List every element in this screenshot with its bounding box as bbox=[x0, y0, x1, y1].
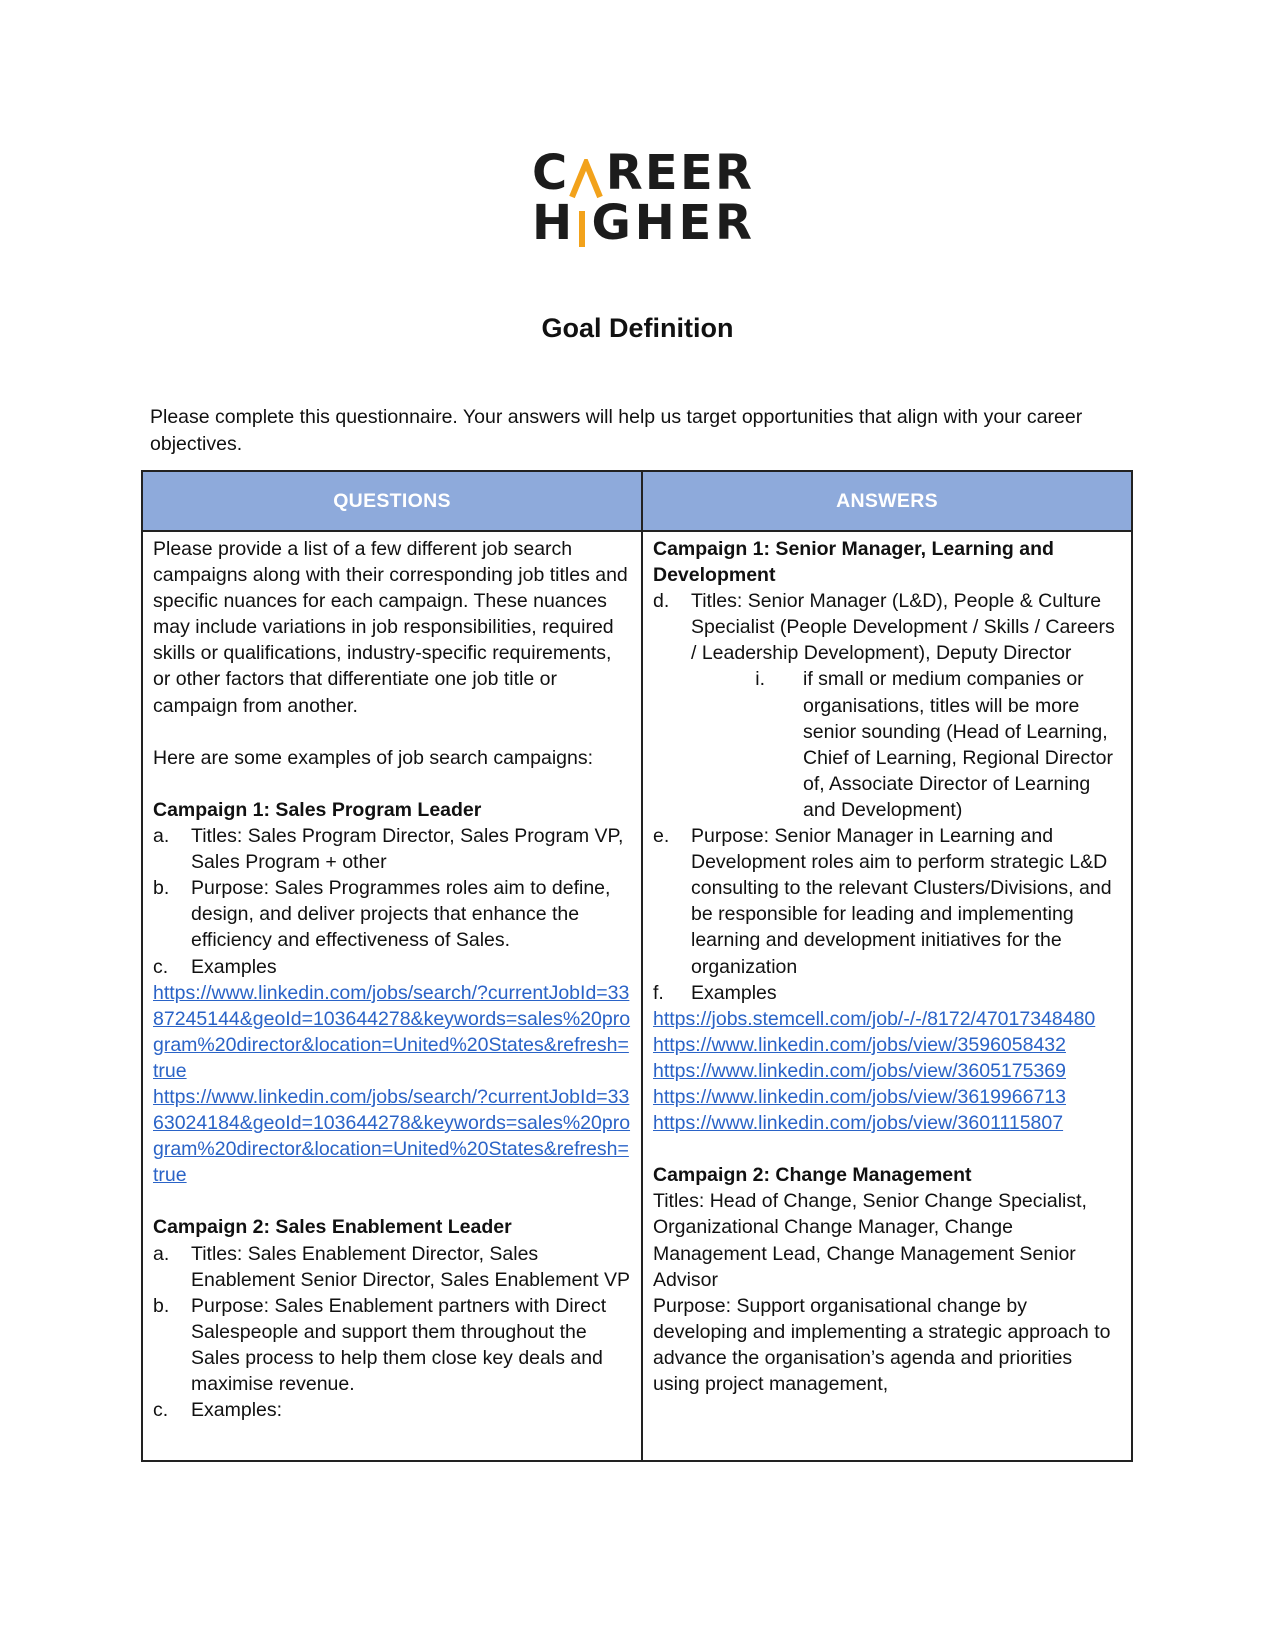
logo-caret-a-icon bbox=[569, 158, 603, 198]
logo-line-career bbox=[532, 145, 752, 201]
logo-letter: E bbox=[678, 195, 712, 251]
logo-letter: H bbox=[532, 195, 573, 251]
logo-letter: H bbox=[634, 195, 675, 251]
example-link[interactable]: https://www.linkedin.com/jobs/view/3596058432 bbox=[653, 1033, 1066, 1056]
logo-letter: C bbox=[532, 145, 568, 201]
page-title: Goal Definition bbox=[541, 313, 734, 343]
list-item: b. Purpose: Sales Programmes roles aim to define, design, and deliver projects that enhance the efficiency and effectiveness of Sales. bbox=[153, 877, 611, 952]
questions-header: QUESTIONS bbox=[142, 471, 642, 531]
campaign-titles: Titles: Head of Change, Senior Change Specialist, Organizational Change Manager, Change Management Lead, Change Management Senior Advisor bbox=[653, 1190, 1087, 1291]
question-cell bbox=[142, 531, 642, 1461]
logo-letter: E bbox=[679, 145, 713, 201]
logo-letter: R bbox=[714, 145, 752, 201]
example-link[interactable]: https://jobs.stemcell.com/job/-/-/8172/47017348480 bbox=[653, 1007, 1096, 1030]
answers-header: ANSWERS bbox=[642, 471, 1132, 531]
list-item: c. Examples: bbox=[153, 1399, 283, 1422]
campaign-heading: Campaign 1: Senior Manager, Learning and Development bbox=[653, 538, 1054, 587]
logo-bar-i-icon bbox=[576, 208, 588, 248]
campaign-purpose: Purpose: Support organisational change by developing and implementing a strategic approach to advance the organisation’s agenda and priorities using project management, bbox=[653, 1294, 1111, 1395]
logo-letter: R bbox=[714, 195, 752, 251]
campaign-heading: Campaign 2: Sales Enablement Leader bbox=[153, 1216, 512, 1239]
career-higher-logo bbox=[532, 145, 752, 251]
list-item: a. Titles: Sales Program Director, Sales Program VP, Sales Program + other bbox=[153, 825, 624, 874]
examples-intro: Here are some examples of job search campaigns: bbox=[153, 746, 594, 769]
example-link[interactable]: https://www.linkedin.com/jobs/search/?currentJobId=3363024184&geoId=103644278&keywords=sales%20program%20director&location=United%20States&refresh=true bbox=[153, 1085, 631, 1187]
campaign-heading: Campaign 2: Change Management bbox=[653, 1164, 972, 1187]
list-item: b. Purpose: Sales Enablement partners with Direct Salespeople and support them throughout the Sales process to help them close key deals and maximise revenue. bbox=[153, 1294, 607, 1395]
example-link[interactable]: https://www.linkedin.com/jobs/search/?currentJobId=3387245144&geoId=103644278&keywords=sales%20program%20director&location=United%20States&refresh=true bbox=[153, 981, 631, 1082]
question-prompt: Please provide a list of a few different job search campaigns along with their corresponding job titles and specific nuances for each campaign. These nuances may include variations in job responsibilities, required skills or qualifications, industry-specific requirements, or other factors that differentiate one job title or campaign from another. bbox=[153, 538, 628, 717]
example-link[interactable]: https://www.linkedin.com/jobs/view/3601115807 bbox=[653, 1112, 1064, 1135]
example-link[interactable]: https://www.linkedin.com/jobs/view/3605175369 bbox=[653, 1059, 1066, 1082]
list-item: a. Titles: Sales Enablement Director, Sales Enablement Senior Director, Sales Enablement VP bbox=[153, 1242, 630, 1291]
logo-letter: E bbox=[644, 145, 678, 201]
answer-cell bbox=[642, 531, 1132, 1461]
questionnaire-table bbox=[141, 470, 1133, 1462]
logo-letter: G bbox=[591, 195, 631, 251]
list-item: f. Examples bbox=[653, 981, 777, 1004]
list-item: c. Examples bbox=[153, 955, 277, 978]
list-item: e. Purpose: Senior Manager in Learning and Development roles aim to perform strategic L&D consulting to the relevant Clusters/Divisions, and be responsible for leading and implementing learning and development initiatives for the organization bbox=[653, 825, 1112, 978]
campaign-heading: Campaign 1: Sales Program Leader bbox=[153, 798, 482, 821]
sub-list-item: i. if small or medium companies or organisations, titles will be more senior sounding (Head of Learning, Chief of Learning, Regional Director of, Associate Director of Learning and Development) bbox=[755, 668, 1114, 821]
list-item: d. Titles: Senior Manager (L&D), People & Culture Specialist (People Development / Skills / Careers / Leadership Development), Deputy Director bbox=[653, 590, 1115, 665]
intro-paragraph: Please complete this questionnaire. Your answers will help us target opportunities that align with your career objectives. bbox=[150, 406, 1083, 455]
example-link[interactable]: https://www.linkedin.com/jobs/view/3619966713 bbox=[653, 1085, 1066, 1108]
logo-letter: R bbox=[605, 145, 643, 201]
logo-line-higher bbox=[532, 195, 752, 251]
